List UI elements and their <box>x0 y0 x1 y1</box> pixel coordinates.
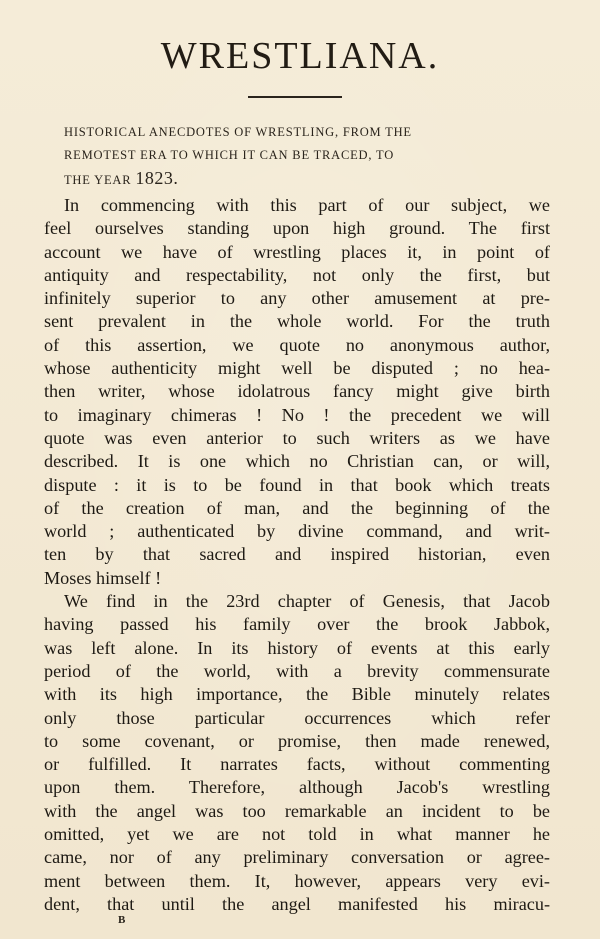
section-heading-line-2: REMOTEST ERA TO WHICH IT CAN BE TRACED, TO <box>64 148 395 162</box>
text-line: In commencing with this part of our subject, we <box>64 195 550 215</box>
text-line: of this assertion, we quote no anonymous author, <box>44 334 550 355</box>
text-line: came, nor of any preliminary conversation or agree- <box>44 847 550 868</box>
text-line: account we have of wrestling places it, in point of <box>44 241 550 262</box>
section-heading <box>64 121 546 192</box>
text-line: with its high importance, the Bible minutely relates <box>44 684 550 705</box>
signature-mark: B <box>118 914 126 926</box>
text-line: Moses himself ! <box>44 567 162 588</box>
section-heading-line-3 <box>64 167 546 192</box>
text-line: described. It is one which no Christian can, or will, <box>44 451 550 472</box>
text-line: period of the world, with a brevity commensurate <box>44 660 550 681</box>
text-line: dispute : it is to be found in that book which treats <box>44 474 550 495</box>
section-heading-line-1: HISTORICAL ANECDOTES OF WRESTLING, FROM THE <box>64 125 412 139</box>
text-line: or fulfilled. It narrates facts, without commenting <box>44 754 550 775</box>
text-line: quote was even anterior to such writers as we have <box>44 427 550 448</box>
text-line: to imaginary chimeras ! No ! the precedent we will <box>44 404 550 425</box>
text-line: sent prevalent in the whole world. For the truth <box>44 311 550 332</box>
page-title: WRESTLIANA. <box>160 35 440 77</box>
text-line: ment between them. It, however, appears very evi- <box>44 870 550 891</box>
text-line: antiquity and respectability, not only the first, but <box>44 264 550 285</box>
text-line: to some covenant, or promise, then made renewed, <box>44 730 550 751</box>
section-heading-year: 1823. <box>135 168 179 188</box>
text-line: infinitely superior to any other amusement at pre- <box>44 288 550 309</box>
text-line: whose authenticity might well be disputed ; no hea- <box>44 358 550 379</box>
text-line: omitted, yet we are not told in what manner he <box>44 824 550 845</box>
text-line: then writer, whose idolatrous fancy might give birth <box>44 381 550 402</box>
text-line: was left alone. In its history of events at this early <box>44 637 550 658</box>
title-rule <box>248 96 342 98</box>
text-line: feel ourselves standing upon high ground. The first <box>44 218 550 239</box>
body-text <box>44 194 550 916</box>
text-line: of the creation of man, and the beginning of the <box>44 497 550 518</box>
section-heading-year-prefix: THE YEAR <box>64 173 132 187</box>
text-line: only those particular occurrences which refer <box>44 707 550 728</box>
text-line: upon them. Therefore, although Jacob's wrestling <box>44 777 550 798</box>
text-line: ten by that sacred and inspired historian, even <box>44 544 550 565</box>
text-line: We find in the 23rd chapter of Genesis, that Jacob <box>64 591 550 612</box>
text-line: having passed his family over the brook Jabbok, <box>44 614 550 635</box>
text-line: with the angel was too remarkable an incident to be <box>44 800 550 821</box>
text-line: world ; authenticated by divine command, and writ- <box>44 521 550 542</box>
text-line: dent, that until the angel manifested his miracu- <box>44 893 550 914</box>
